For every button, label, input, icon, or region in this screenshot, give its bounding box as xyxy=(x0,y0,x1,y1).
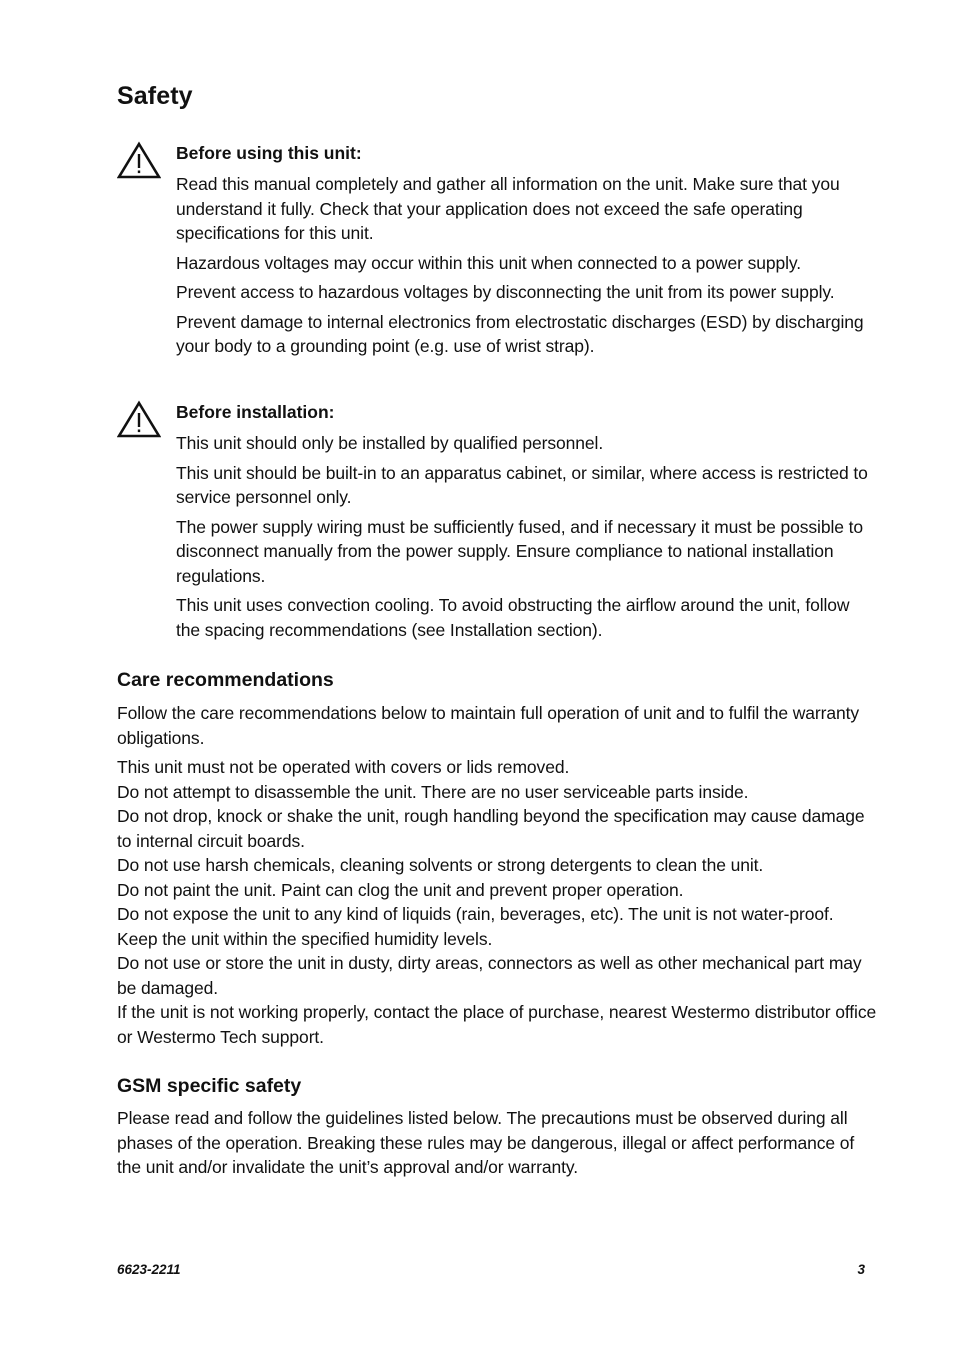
footer-page-number: 3 xyxy=(857,1262,865,1277)
gsm-paragraph: Please read and follow the guidelines listed below. The precautions must be observed during all phases of the operation. Breaking these rules may be dangerous, illegal or affect performance of the unit and/or invalidate the unit’s approval and/or warranty. xyxy=(117,1108,855,1177)
care-item: Do not use or store the unit in dusty, dirty areas, connectors as well as other mechanical part may be damaged. xyxy=(117,953,862,998)
warning-heading: Before installation: xyxy=(176,402,335,422)
care-list xyxy=(117,755,877,1049)
care-item: Do not attempt to disassemble the unit. There are no user serviceable parts inside. xyxy=(117,781,749,802)
gsm-section-body xyxy=(117,1106,877,1185)
warning-paragraph: Prevent damage to internal electronics from electrostatic discharges (ESD) by discharging your body to a grounding point (e.g. use of wrist strap). xyxy=(176,311,864,356)
warning-paragraph: The power supply wiring must be sufficiently fused, and if necessary it must be possible to disconnect manually from the power supply. Ensure compliance to national installation regulations. xyxy=(176,516,864,586)
care-item: Do not drop, knock or shake the unit, rough handling beyond the specification may cause damage to internal circuit boards. xyxy=(117,806,865,851)
care-section-title: Care recommendations xyxy=(117,669,334,691)
care-section-body xyxy=(117,701,877,1049)
care-intro: Follow the care recommendations below to maintain full operation of unit and to fulfil the warranty obligations. xyxy=(117,703,860,748)
warning-paragraph: This unit should be built-in to an apparatus cabinet, or similar, where access is restricted to service personnel only. xyxy=(176,462,868,507)
gsm-section-title: GSM specific safety xyxy=(117,1075,302,1097)
warning-paragraph: Read this manual completely and gather all information on the unit. Make sure that you understand it fully. Check that your application does not exceed the safe operating specifications for this unit. xyxy=(176,174,840,243)
warning-paragraph: Prevent access to hazardous voltages by disconnecting the unit from its power supply. xyxy=(176,282,835,302)
warning-triangle-icon xyxy=(117,141,161,179)
footer-doc-number: 6623-2211 xyxy=(117,1262,181,1277)
care-item: This unit must not be operated with covers or lids removed. xyxy=(117,757,570,777)
care-item: Do not paint the unit. Paint can clog the unit and prevent proper operation. xyxy=(117,879,684,900)
warning-paragraph: This unit should only be installed by qualified personnel. xyxy=(176,433,604,453)
warning-triangle-icon xyxy=(117,400,161,438)
page-title: Safety xyxy=(117,82,193,110)
warning-paragraph: This unit uses convection cooling. To avoid obstructing the airflow around the unit, follow the spacing recommendations (see Installation section). xyxy=(176,595,850,640)
care-item: If the unit is not working properly, contact the place of purchase, nearest Westermo distributor office or Westermo Tech support. xyxy=(117,1002,877,1047)
care-item: Do not use harsh chemicals, cleaning solvents or strong detergents to clean the unit. xyxy=(117,855,764,875)
care-item: Do not expose the unit to any kind of liquids (rain, beverages, etc). The unit is not water-proof. Keep the unit within the specified humidity levels. xyxy=(117,904,834,949)
warning-paragraph: Hazardous voltages may occur within this unit when connected to a power supply. xyxy=(176,252,802,273)
warning-heading: Before using this unit: xyxy=(176,143,362,163)
